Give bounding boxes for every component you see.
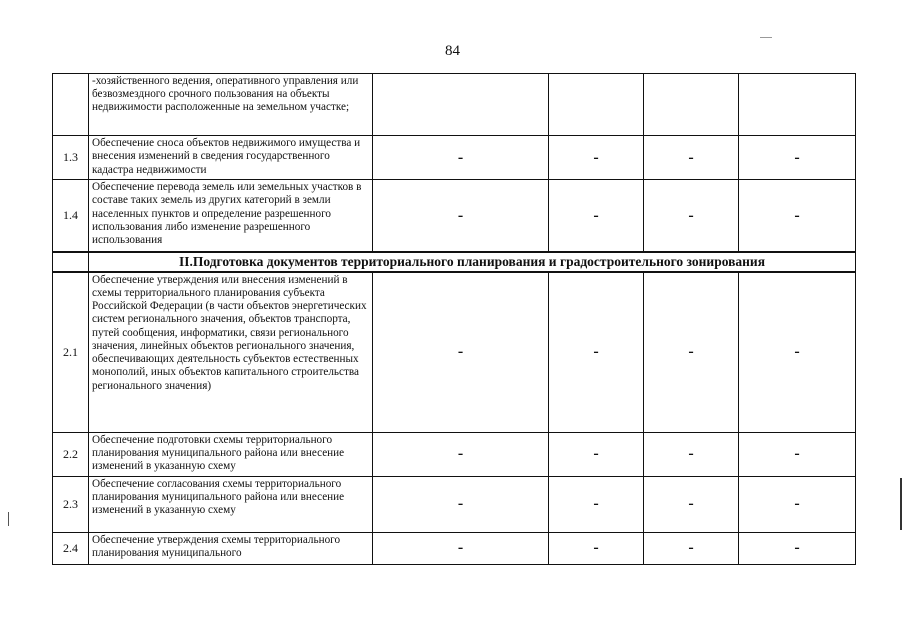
cell-value: - [644, 432, 739, 476]
cell-value: - [739, 272, 856, 432]
cell-value: - [549, 136, 644, 180]
cell-value [373, 74, 549, 136]
cell-value: - [549, 272, 644, 432]
row-number: 2.1 [53, 272, 89, 432]
cell-value: - [739, 180, 856, 252]
row-description: Обеспечение подготовки схемы территориального планирования муниципального района или внесение изменений в указанную схему [89, 432, 373, 476]
cell-value: - [644, 532, 739, 564]
cell-value: - [644, 180, 739, 252]
row-description: Обеспечение утверждения схемы территориального планирования муниципального [89, 532, 373, 564]
cell-value: - [644, 272, 739, 432]
cell-value: - [373, 272, 549, 432]
cell-value: - [373, 136, 549, 180]
cell-value: - [644, 476, 739, 532]
cell-value: - [373, 476, 549, 532]
row-description: Обеспечение согласования схемы территориального планирования муниципального района или внесение изменений в указанную схему [89, 476, 373, 532]
row-description: Обеспечение утверждения или внесения изменений в схемы территориального планирования субъекта Российской Федерации (в части объектов энергетических систем регионального значения, объектов транспорта, путей сообщения, информатики, связи регионального значения, линейных объектов регионального значения, обеспечивающих деятельность субъектов естественных монополий, иных объектов капитального строительства регионального значения) [89, 272, 373, 432]
cell-value: - [644, 136, 739, 180]
table-row [53, 272, 856, 432]
cell-value: - [739, 432, 856, 476]
row-description: -хозяйственного ведения, оперативного управления или безвозмездного срочного пользования на объекты недвижимости расположенные на земельном участке; [89, 74, 373, 136]
table-row [53, 476, 856, 532]
cell-value: - [549, 432, 644, 476]
row-description: Обеспечение сноса объектов недвижимого имущества и внесения изменений в сведения государственного кадастра недвижимости [89, 136, 373, 180]
cell-value: - [739, 532, 856, 564]
cell-value [644, 74, 739, 136]
measures-table [52, 73, 856, 565]
scan-mark [8, 512, 9, 526]
section-number-cell [53, 252, 89, 272]
cell-value: - [549, 532, 644, 564]
table-row [53, 136, 856, 180]
cell-value [739, 74, 856, 136]
scan-mark [900, 478, 902, 530]
scan-mark [760, 37, 772, 38]
table-row [53, 432, 856, 476]
section-header-row [53, 252, 856, 272]
row-number: 2.2 [53, 432, 89, 476]
cell-value: - [373, 180, 549, 252]
row-description: Обеспечение перевода земель или земельных участков в составе таких земель из других категорий в земли населенных пунктов и определение разрешенного использования либо изменение разрешенного использования [89, 180, 373, 252]
cell-value: - [739, 136, 856, 180]
cell-value: - [739, 476, 856, 532]
cell-value [549, 74, 644, 136]
row-number: 2.4 [53, 532, 89, 564]
cell-value: - [549, 476, 644, 532]
row-number: 1.4 [53, 180, 89, 252]
row-number: 2.3 [53, 476, 89, 532]
section-title: II.Подготовка документов территориального планирования и градостроительного зонирования [89, 252, 856, 272]
table-row [53, 180, 856, 252]
cell-value: - [373, 432, 549, 476]
page-number: 84 [445, 43, 460, 59]
table-row [53, 74, 856, 136]
row-number [53, 74, 89, 136]
cell-value: - [373, 532, 549, 564]
row-number: 1.3 [53, 136, 89, 180]
table-row [53, 532, 856, 564]
cell-value: - [549, 180, 644, 252]
